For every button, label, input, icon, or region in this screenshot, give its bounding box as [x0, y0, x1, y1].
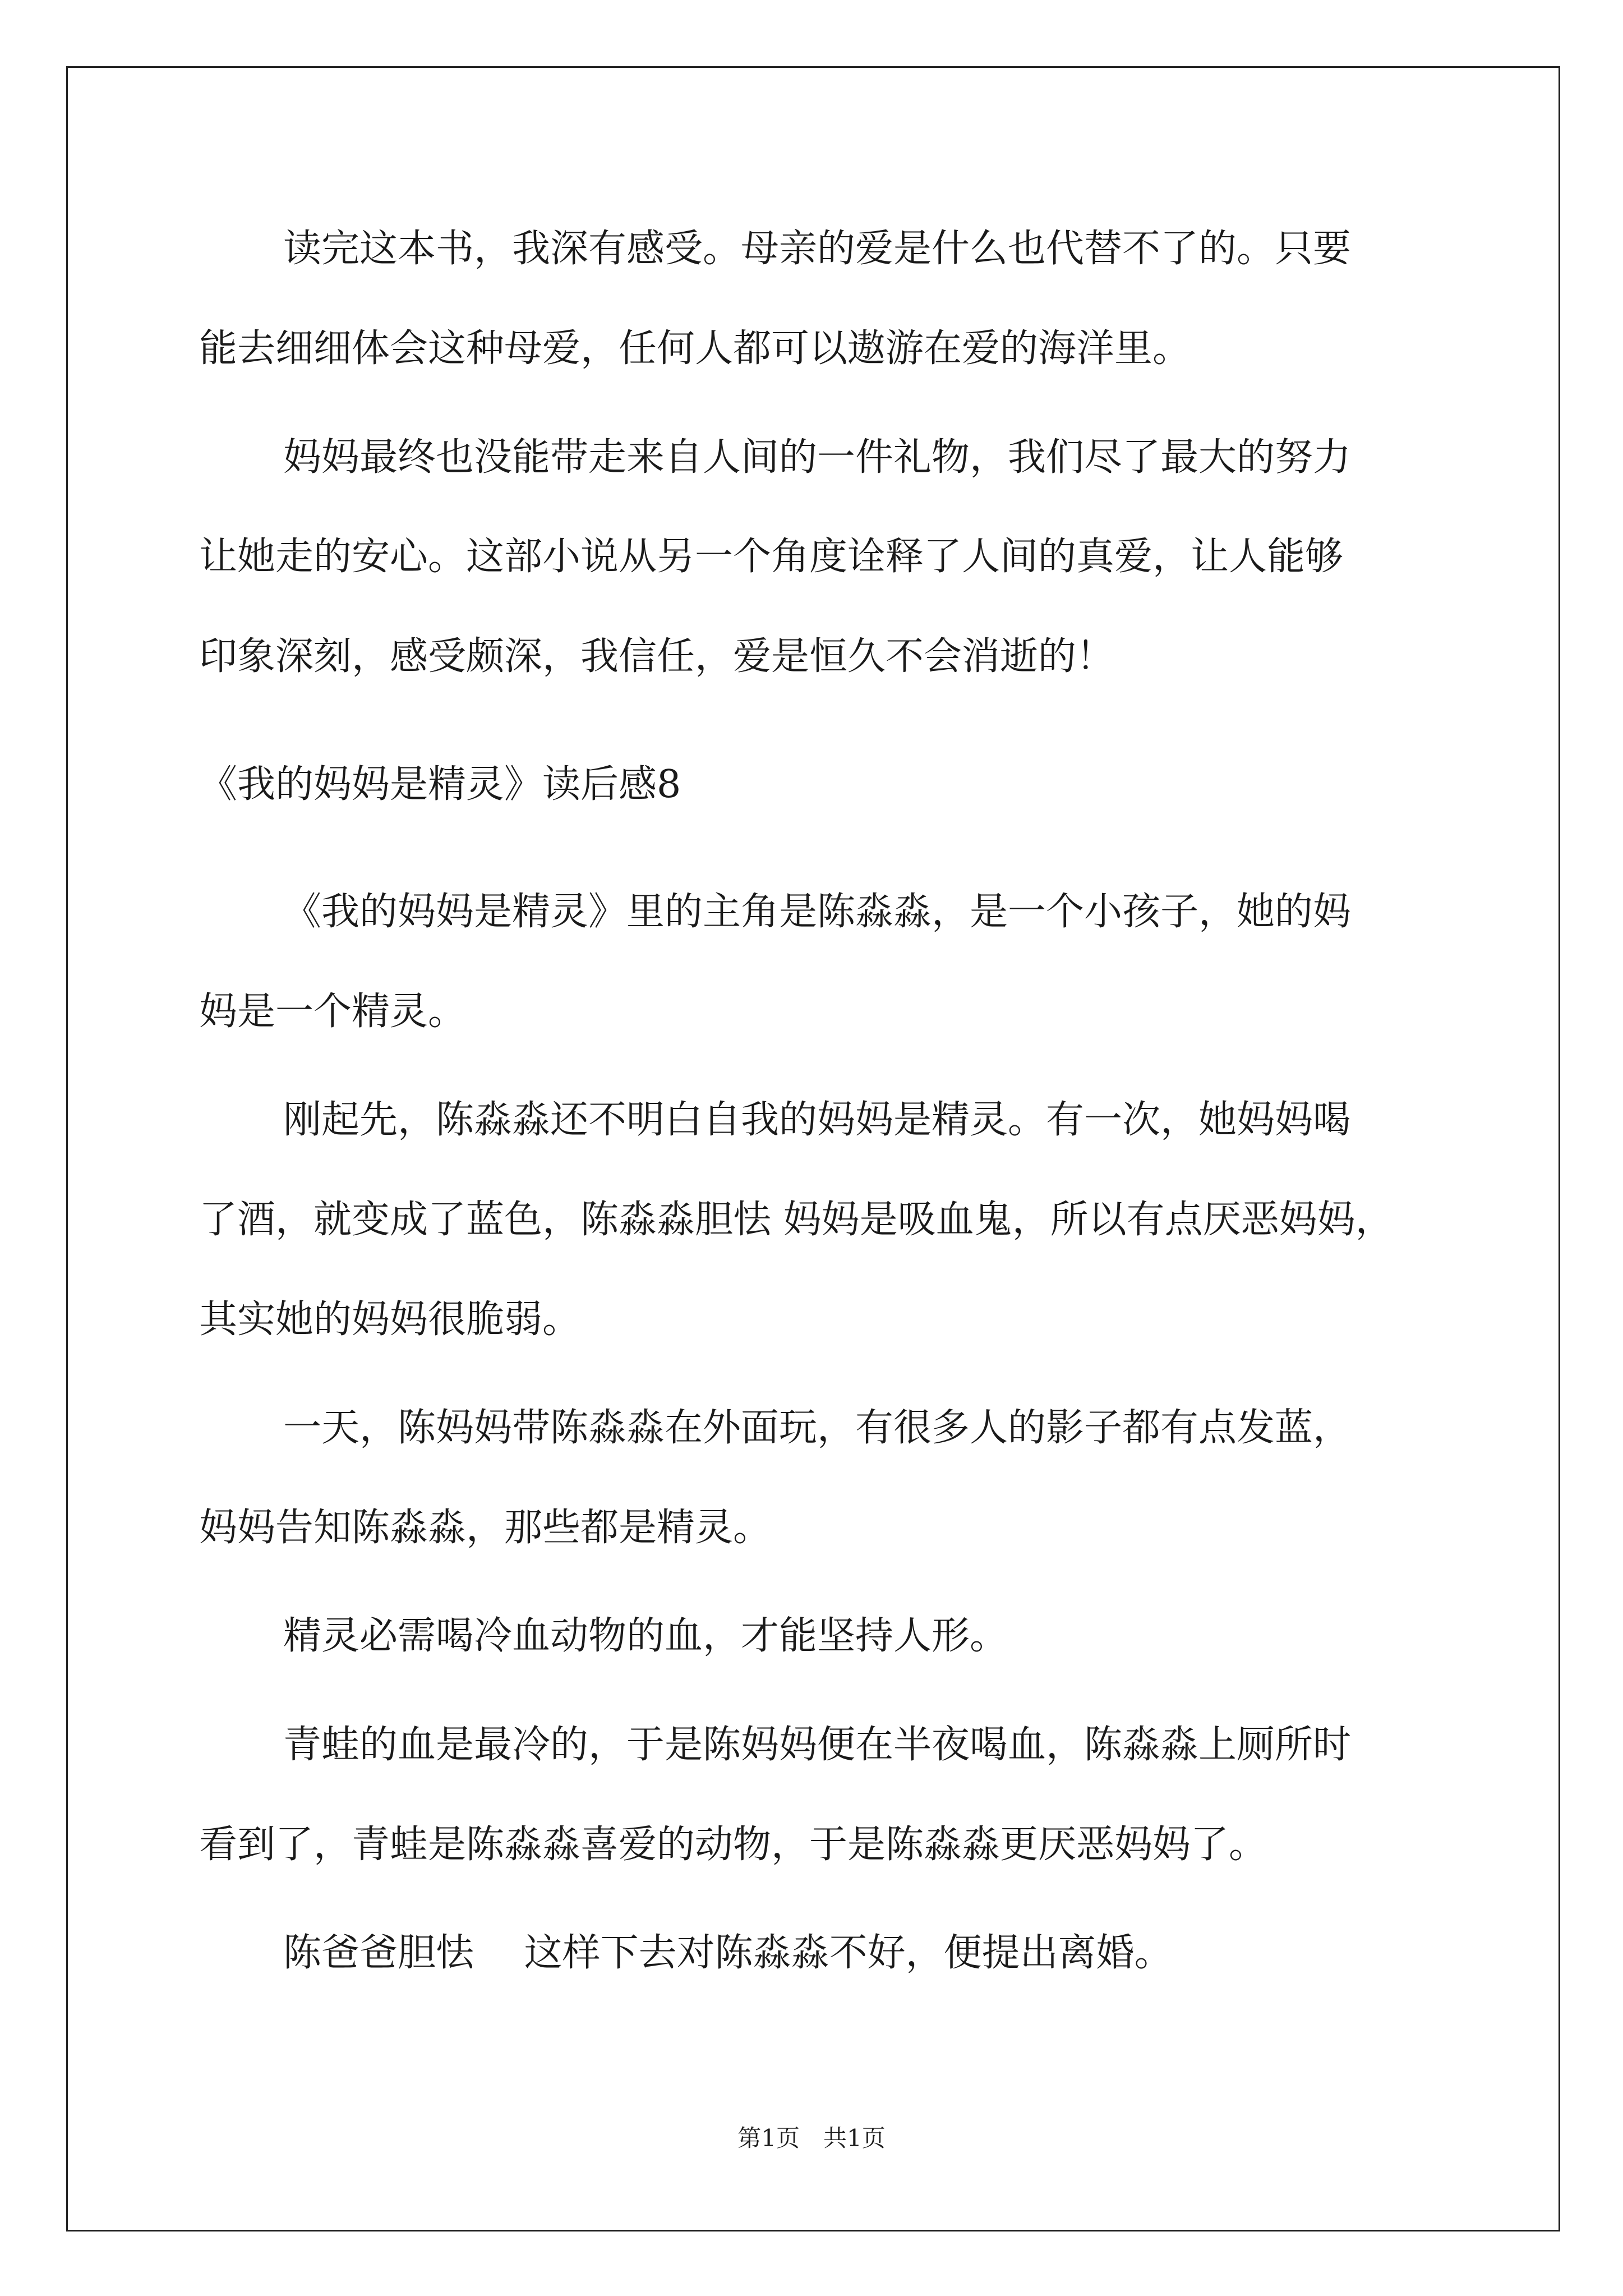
page-number: 第1页 共1页 [737, 2124, 886, 2152]
paragraph-line: 妈是一个精灵。 [199, 990, 467, 1034]
paragraph-line: 印象深刻，感受颇深，我信任，爱是恒久不会消逝的！ [199, 634, 1115, 679]
paragraph-line: 青蛙的血是最冷的，于是陈妈妈便在半夜喝血，陈淼淼上厕所时 [283, 1723, 1352, 1767]
paragraph-line: 读完这本书，我深有感受。母亲的爱是什么也代替不了的。只要 [283, 227, 1352, 271]
paragraph-line: 刚起先，陈淼淼还不明白自我的妈妈是精灵。有一次，她妈妈喝 [283, 1098, 1352, 1142]
paragraph-line: 其实她的妈妈很脆弱。 [199, 1297, 581, 1342]
paragraph-line: 看到了，青蛙是陈淼淼喜爱的动物，于是陈淼淼更厌恶妈妈了。 [199, 1823, 1267, 1867]
paragraph-line: 能去细细体会这种母爱，任何人都可以遨游在爱的海洋里。 [199, 326, 1191, 371]
paragraph-line: 一天，陈妈妈带陈淼淼在外面玩，有很多人的影子都有点发蓝， [283, 1406, 1352, 1450]
paragraph-line: 妈妈告知陈淼淼，那些都是精灵。 [199, 1506, 772, 1550]
paragraph-line: 妈妈最终也没能带走来自人间的一件礼物，我们尽了最大的努力 [283, 435, 1352, 480]
paragraph-line: 《我的妈妈是精灵》里的主角是陈淼淼，是一个小孩子，她的妈 [283, 890, 1352, 934]
section-heading: 《我的妈妈是精灵》读后感8 [199, 762, 681, 807]
paragraph-line: 精灵必需喝冷血动物的血，才能坚持人形。 [283, 1614, 1008, 1658]
paragraph-line: 陈爸爸胆怯 这样下去对陈淼淼不好，便提出离婚。 [283, 1931, 1173, 1975]
paragraph-line: 让她走的安心。这部小说从另一个角度诠释了人间的真爱，让人能够 [199, 535, 1344, 579]
paragraph-line: 了酒，就变成了蓝色，陈淼淼胆怯 妈妈是吸血鬼，所以有点厌恶妈妈， [199, 1198, 1394, 1242]
